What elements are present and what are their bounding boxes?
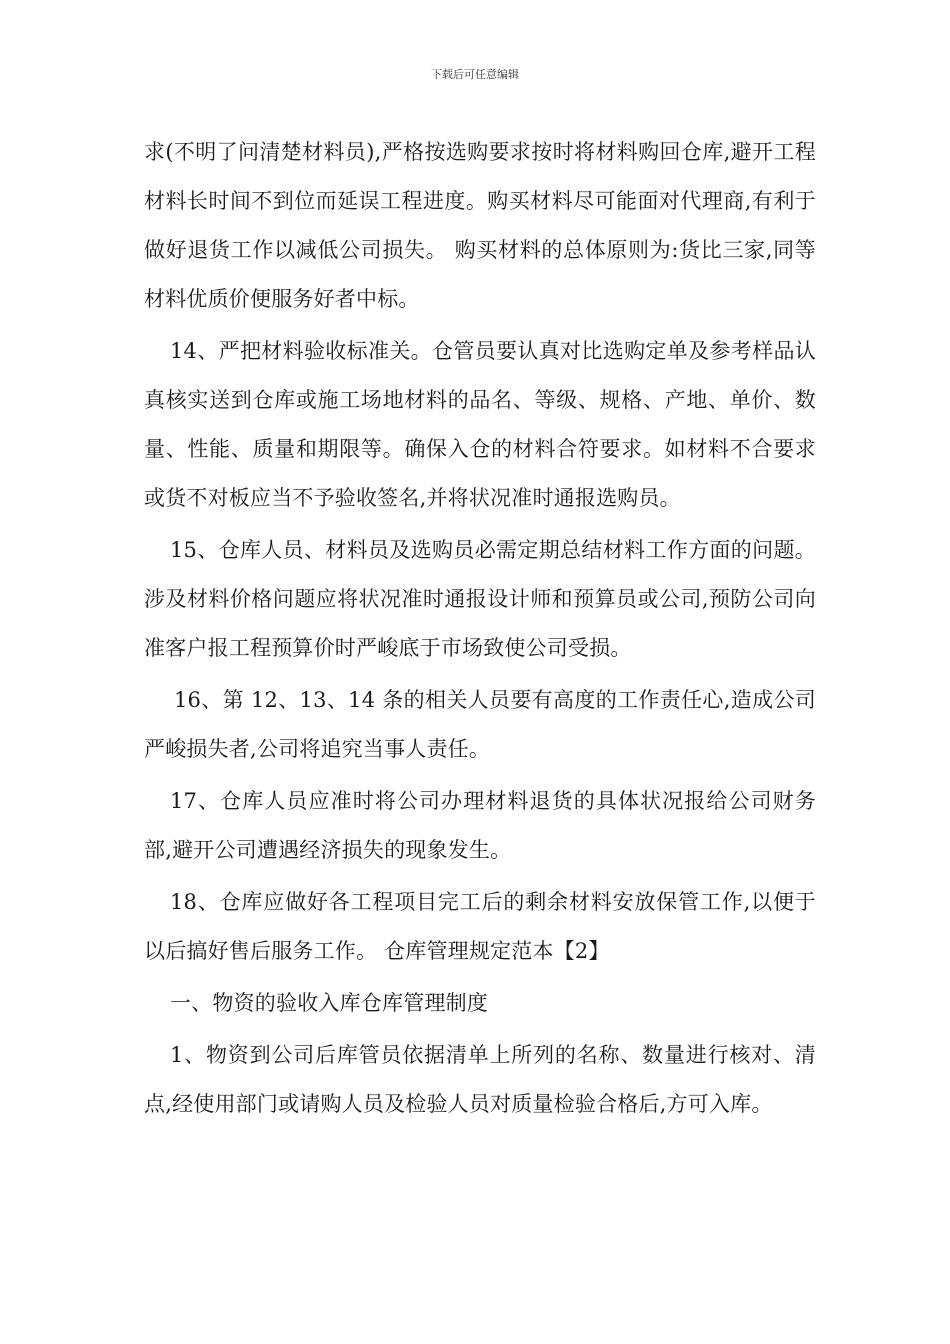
paragraph-purchase-principle: 求(不明了问清楚材料员),严格按选购要求按时将材料购回仓库,避开工程材料长时间不到位而延误工程进度。购买材料尽可能面对代理商,有利于做好退货工作以减低公司损失。 购买材料的总体原则为:货比三家,同等材料优质价便服务好者中标。 <box>144 140 816 311</box>
paragraph-item-16: 16、第 12、13、14 条的相关人员要有高度的工作责任心,造成公司严峻损失者,公司将追究当事人责任。 <box>144 688 816 761</box>
paragraph-item-18: 18、仓库应做好各工程项目完工后的剩余材料安放保管工作,以便于以后搞好售后服务工作。 仓库管理规定范本【2】 <box>144 890 816 963</box>
paragraph-item-17: 17、仓库人员应准时将公司办理材料退货的具体状况报给公司财务部,避开公司遭遇经济损失的现象发生。 <box>144 789 816 862</box>
document-body <box>144 128 816 1129</box>
paragraph-item-1: 1、物资到公司后库管员依据清单上所列的名称、数量进行核对、清点,经使用部门或请购人员及检验人员对质量检验合格后,方可入库。 <box>144 1043 816 1116</box>
section-heading-inbound-acceptance: 一、物资的验收入库仓库管理制度 <box>170 991 488 1015</box>
paragraph-item-15: 15、仓库人员、材料员及选购员必需定期总结材料工作方面的问题。涉及材料价格问题应将状况准时通报设计师和预算员或公司,预防公司向准客户报工程预算价时严峻底于市场致使公司受损。 <box>144 538 816 660</box>
page-header: 下载后可任意编辑 <box>431 68 519 81</box>
paragraph-item-14: 14、严把材料验收标准关。仓管员要认真对比选购定单及参考样品认真核实送到仓库或施工场地材料的品名、等级、规格、产地、单价、数量、性能、质量和期限等。确保入仓的材料合符要求。如材料不合要求或货不对板应当不予验收签名,并将状况准时通报选购员。 <box>144 339 816 510</box>
